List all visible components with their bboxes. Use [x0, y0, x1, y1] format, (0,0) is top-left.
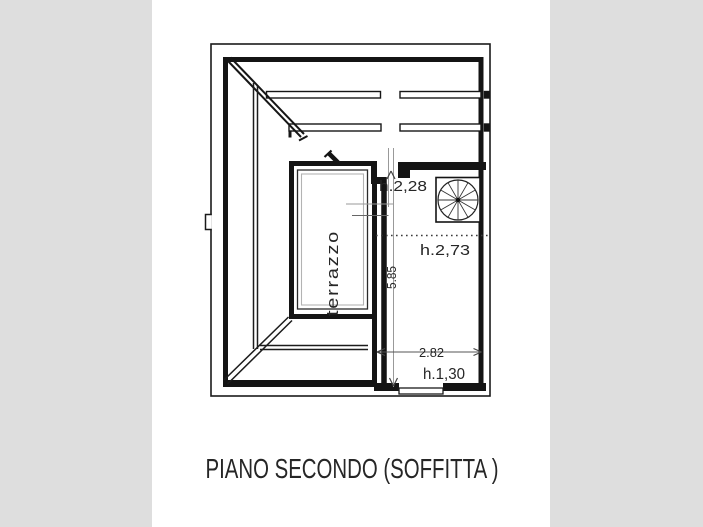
spiral-staircase — [436, 178, 480, 223]
left-edge-notch — [206, 215, 212, 230]
door-height-label: h.2,28 — [379, 178, 427, 195]
length-dimension-label: 5.85 — [384, 263, 399, 289]
ceiling-height-label: h.2,73 — [420, 242, 470, 259]
right-edge-tick — [485, 92, 490, 99]
staircase-center-post — [456, 198, 461, 203]
right-edge-tick — [485, 124, 490, 131]
width-dimension-label: 2.82 — [419, 345, 444, 360]
door-right-jamb — [398, 162, 410, 178]
window-opening — [399, 388, 443, 394]
window-height-label: h.1,30 — [423, 366, 466, 383]
plan-title: PIANO SECONDO (SOFFITTA ) — [205, 453, 499, 484]
terrace-label: terrazzo — [323, 242, 342, 316]
